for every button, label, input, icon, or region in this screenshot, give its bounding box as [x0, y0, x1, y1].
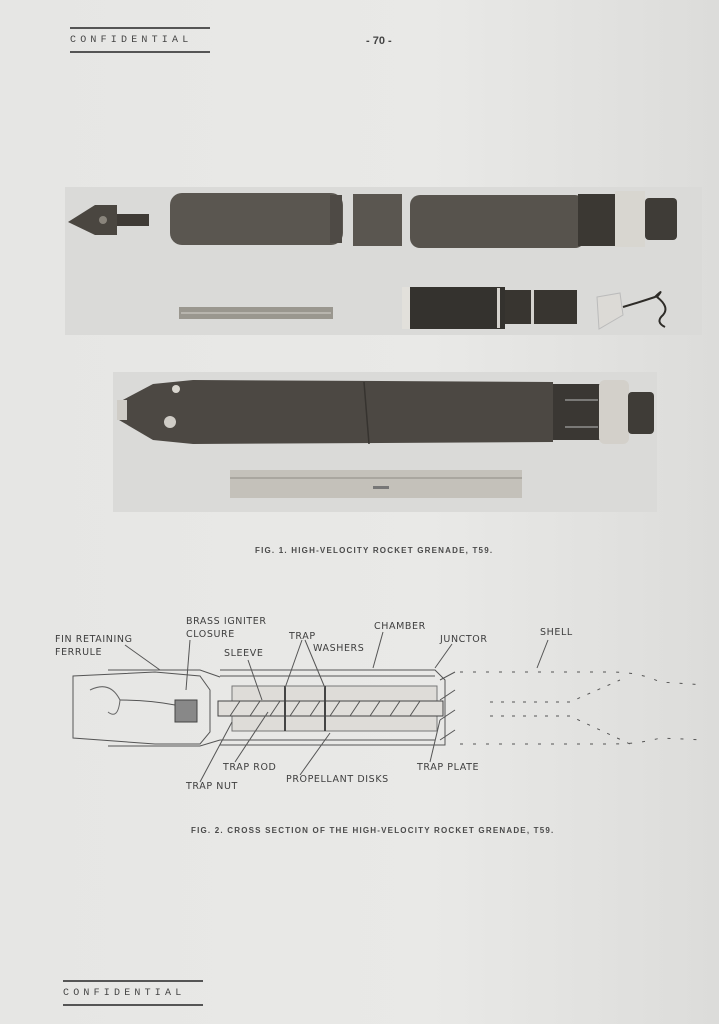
label-chamber: CHAMBER — [374, 621, 426, 632]
figure2-caption: FIG. 2. CROSS SECTION OF THE HIGH-VELOCITY ROCKET GRENADE, T59. — [191, 826, 555, 835]
label-trap-nut: TRAP NUT — [186, 781, 238, 792]
label-washers: WASHERS — [313, 643, 365, 654]
label-brass-igniter-closure: BRASS IGNITER CLOSURE — [186, 616, 267, 640]
page-number: - 70 - — [366, 35, 392, 47]
label-shell: SHELL — [540, 627, 573, 638]
label-propellant-disks: PROPELLANT DISKS — [286, 774, 389, 785]
label-fin-retaining-ferrule: FIN RETAINING FERRULE — [55, 634, 133, 658]
label-trap-rod: TRAP ROD — [223, 762, 277, 773]
figure1-caption: FIG. 1. HIGH-VELOCITY ROCKET GRENADE, T59. — [255, 546, 494, 555]
footer-classification — [63, 988, 185, 999]
label-trap-plate: TRAP PLATE — [417, 762, 480, 773]
label-junctor: JUNCTOR — [440, 634, 488, 645]
label-trap: TRAP — [289, 631, 316, 642]
footer-classification-text: CONFIDENTIAL — [63, 988, 186, 999]
header-classification-text: CONFIDENTIAL — [70, 35, 193, 46]
label-sleeve: SLEEVE — [224, 648, 264, 659]
